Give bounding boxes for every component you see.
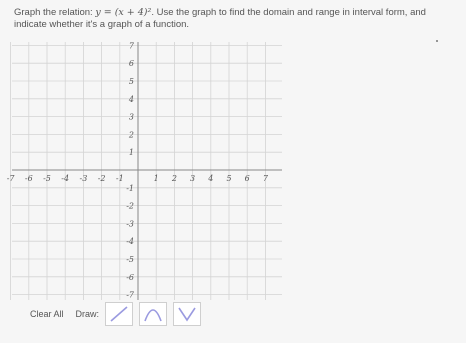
x-tick-label: -6 <box>24 174 33 183</box>
grid-lines <box>11 42 282 300</box>
y-tick-label: -2 <box>126 201 134 211</box>
x-tick-label: -3 <box>79 174 88 183</box>
parabola-down-tool-icon[interactable] <box>139 302 167 326</box>
question-prompt <box>14 7 454 31</box>
y-tick-label: -4 <box>126 237 134 247</box>
x-tick-label: -4 <box>61 174 70 183</box>
x-tick-label: 5 <box>226 174 232 183</box>
draw-label: Draw: <box>75 309 100 319</box>
x-tick-label: 4 <box>208 174 214 183</box>
line-tool-icon[interactable] <box>105 302 133 326</box>
x-tick-label: 1 <box>153 174 159 183</box>
toolbar <box>30 302 201 326</box>
equation: y = (x + 4)² <box>95 7 152 18</box>
y-tick-label: -3 <box>126 219 134 229</box>
x-tick-label: 7 <box>262 174 268 183</box>
coordinate-grid[interactable] <box>6 41 282 300</box>
y-tick-label: -7 <box>126 290 134 300</box>
x-tick-label: -2 <box>97 174 106 183</box>
y-tick-label: -6 <box>126 272 134 282</box>
y-tick-label: 4 <box>128 94 134 104</box>
y-tick-label: 7 <box>128 41 134 51</box>
decorative-dot <box>436 40 438 42</box>
x-tick-label: -1 <box>115 174 124 183</box>
y-tick-label: -5 <box>126 255 134 264</box>
y-tick-label: 1 <box>128 148 134 158</box>
y-tick-label: 3 <box>128 112 134 122</box>
x-tick-label: 2 <box>171 174 177 183</box>
prompt-suffix: . Use the graph to find the domain and range in interval form, and indicate whether it's a graph of a function. <box>14 7 426 30</box>
y-tick-label: 2 <box>128 130 134 140</box>
x-tick-label: 6 <box>244 174 250 183</box>
x-tick-label: -7 <box>6 174 15 183</box>
clear-all-button[interactable]: Clear All <box>30 309 64 319</box>
y-tick-label: 6 <box>128 59 134 69</box>
x-tick-label: -5 <box>43 174 51 183</box>
y-tick-label: 5 <box>128 77 134 86</box>
v-shape-tool-icon[interactable] <box>173 302 201 326</box>
x-tick-label: 3 <box>190 174 196 183</box>
prompt-prefix: Graph the relation: <box>14 7 96 18</box>
y-tick-label: -1 <box>126 183 134 193</box>
